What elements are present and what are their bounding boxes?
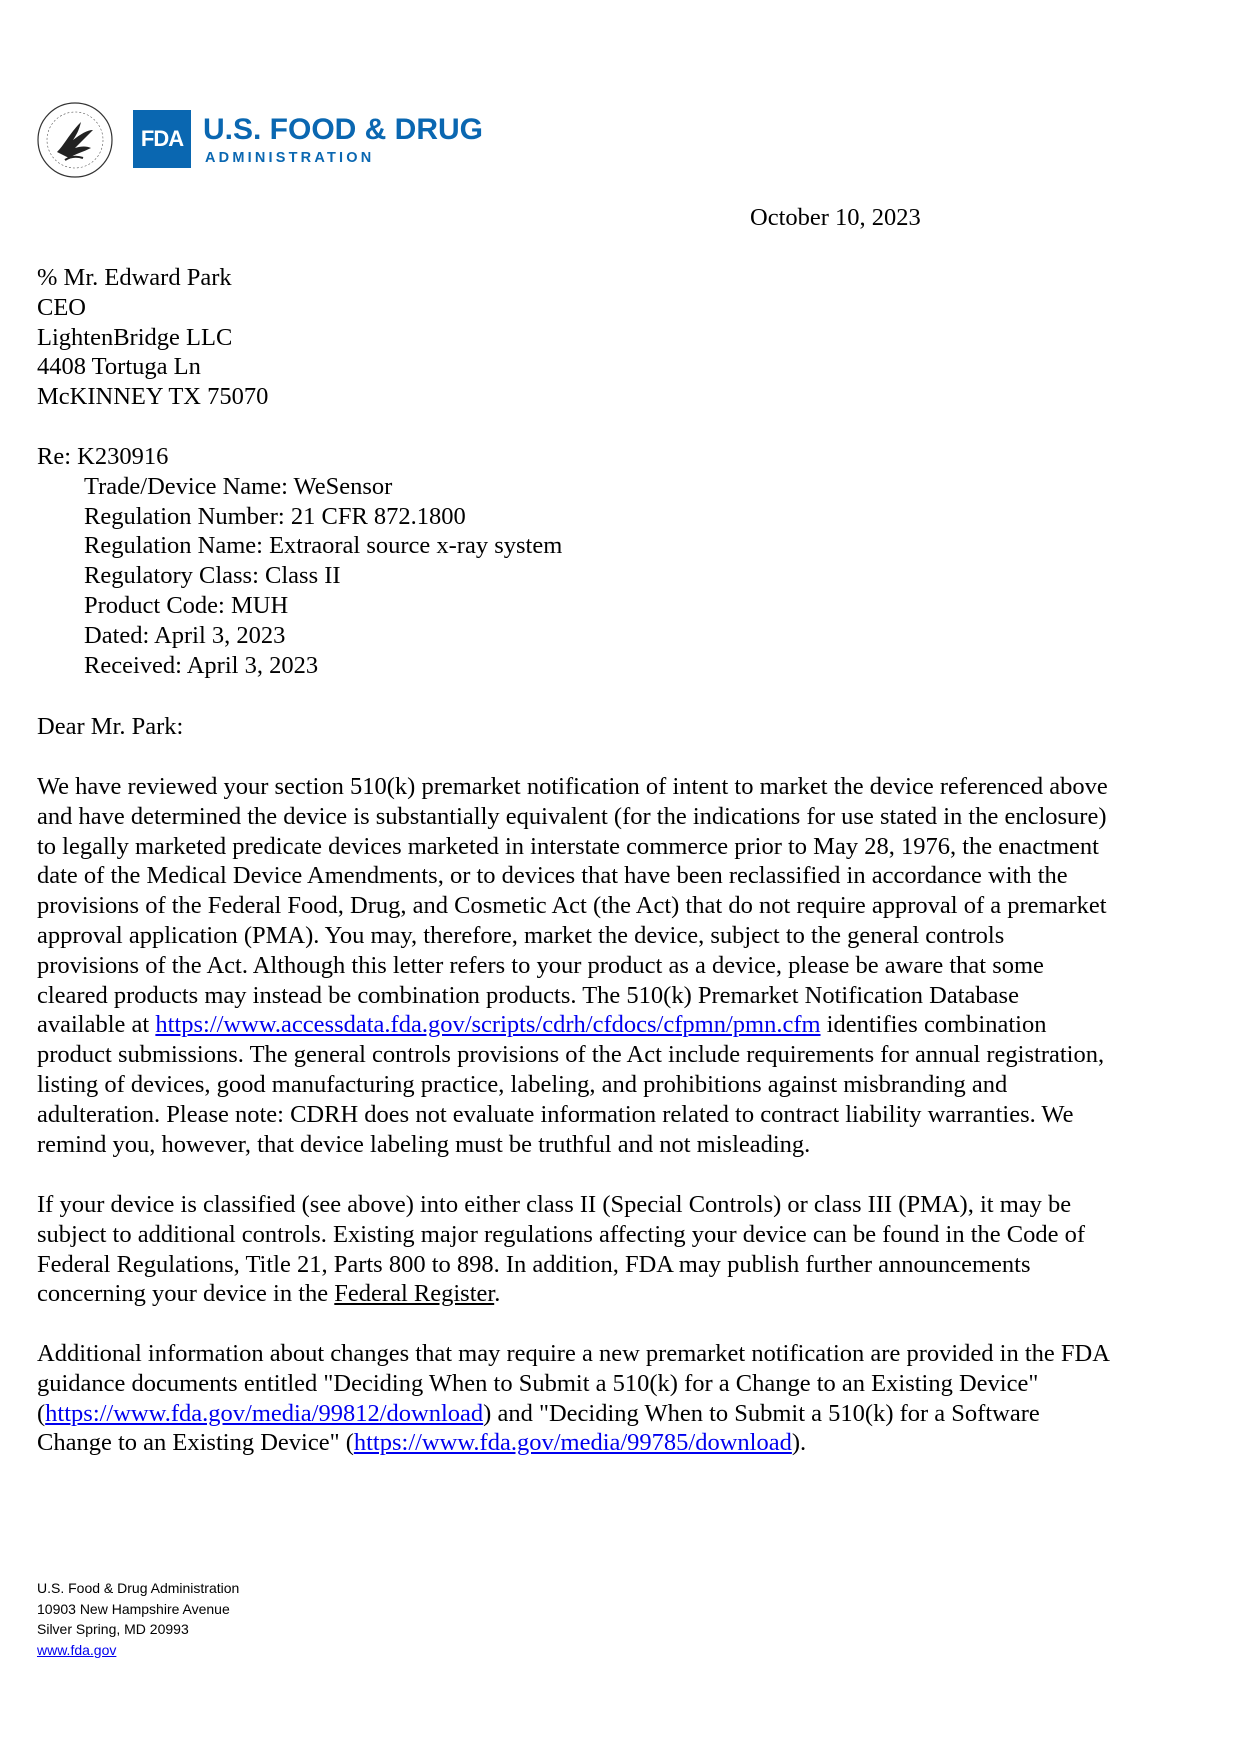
paragraph-3 [37, 1339, 1207, 1458]
guidance-change-link[interactable]: https://www.fda.gov/media/99812/download [45, 1399, 484, 1427]
text-segment: concerning your device in the [37, 1280, 335, 1308]
text-line: Federal Regulations, Title 21, Parts 800 to 898. In addition, FDA may publish further announcements [37, 1250, 1031, 1278]
trade-device-name: Trade/Device Name: WeSensor [84, 472, 393, 500]
footer-address [37, 1578, 239, 1660]
footer-line: Silver Spring, MD 20993 [37, 1621, 189, 1637]
recipient-address [37, 263, 268, 412]
text-segment: ). [791, 1429, 807, 1457]
re-number: Re: K230916 [37, 443, 169, 470]
footer-line: U.S. Food & Drug Administration [37, 1580, 240, 1596]
salutation: Dear Mr. Park: [37, 713, 184, 740]
text-line [37, 1428, 1207, 1458]
text-line: cleared products may instead be combination products. The 510(k) Premarket Notification Database [37, 981, 1019, 1009]
text-line: We have reviewed your section 510(k) premarket notification of intent to market the device referenced above [37, 773, 1108, 800]
address-line: McKINNEY TX 75070 [37, 383, 269, 411]
paragraph-1 [37, 772, 1207, 1159]
text-line: guidance documents entitled "Deciding When to Submit a 510(k) for a Change to an Existing Device" [37, 1369, 1039, 1397]
dated: Dated: April 3, 2023 [84, 621, 286, 649]
hhs-eagle-seal-icon [35, 100, 115, 180]
text-line: adulteration. Please note: CDRH does not evaluate information related to contract liability warranties. We [37, 1100, 1074, 1128]
text-line: product submissions. The general controls provisions of the Act include requirements for annual registration, [37, 1041, 1105, 1069]
footer-line: 10903 New Hampshire Avenue [37, 1600, 230, 1617]
text-line: remind you, however, that device labeling must be truthful and not misleading. [37, 1130, 811, 1158]
letter-date: October 10, 2023 [750, 204, 921, 231]
agency-subtitle: ADMINISTRATION [205, 150, 375, 166]
address-line: % Mr. Edward Park [37, 264, 232, 291]
text-segment: Change to an Existing Device" ( [37, 1429, 354, 1457]
address-line: 4408 Tortuga Ln [37, 353, 201, 381]
pmn-database-link[interactable]: https://www.accessdata.fda.gov/scripts/cdrh/cfdocs/cfpmn/pmn.cfm [155, 1011, 821, 1039]
text-line: listing of devices, good manufacturing practice, labeling, and prohibitions against misbranding and [37, 1070, 1008, 1098]
regulation-number: Regulation Number: 21 CFR 872.1800 [84, 502, 466, 530]
text-segment: available at [37, 1011, 156, 1039]
text-line [37, 1010, 1207, 1040]
regulation-name: Regulation Name: Extraoral source x-ray system [84, 532, 563, 560]
re-block [37, 442, 562, 680]
letterhead [35, 98, 484, 182]
text-line [37, 1279, 1207, 1309]
federal-register-text: Federal Register [334, 1280, 495, 1308]
text-line: If your device is classified (see above) into either class II (Special Controls) or class III (PMA), it may be [37, 1191, 1072, 1218]
text-line [37, 1399, 1207, 1429]
text-line: to legally marketed predicate devices marketed in interstate commerce prior to May 28, 1976, the enactment [37, 832, 1099, 860]
received: Received: April 3, 2023 [84, 651, 319, 679]
product-code: Product Code: MUH [84, 591, 289, 619]
guidance-software-link[interactable]: https://www.fda.gov/media/99785/download [353, 1429, 792, 1457]
fda-logo-box: FDA [133, 110, 191, 168]
text-line: Additional information about changes that may require a new premarket notification are provided in the FDA [37, 1340, 1110, 1367]
text-line: provisions of the Act. Although this letter refers to your product as a device, please be aware that some [37, 951, 1044, 979]
text-line: date of the Medical Device Amendments, or to devices that have been reclassified in accordance with the [37, 862, 1068, 890]
text-segment: . [494, 1280, 501, 1308]
text-line: approval application (PMA). You may, therefore, market the device, subject to the general controls [37, 921, 1005, 949]
text-line: provisions of the Federal Food, Drug, and Cosmetic Act (the Act) that do not require approval of a premarket [37, 892, 1107, 920]
address-line: CEO [37, 293, 86, 321]
agency-name: U.S. FOOD & DRUG [203, 113, 484, 146]
text-line: and have determined the device is substantially equivalent (for the indications for use stated in the enclosure) [37, 802, 1107, 830]
fda-website-link[interactable]: www.fda.gov [37, 1641, 117, 1658]
regulatory-class: Regulatory Class: Class II [84, 562, 341, 590]
text-line: subject to additional controls. Existing major regulations affecting your device can be found in the Code of [37, 1220, 1086, 1248]
address-line: LightenBridge LLC [37, 323, 233, 351]
text-segment: ( [37, 1399, 46, 1427]
text-segment: ) and "Deciding When to Submit a 510(k) for a Software [483, 1399, 1040, 1427]
text-segment: identifies combination [820, 1011, 1047, 1039]
paragraph-2 [37, 1190, 1207, 1309]
